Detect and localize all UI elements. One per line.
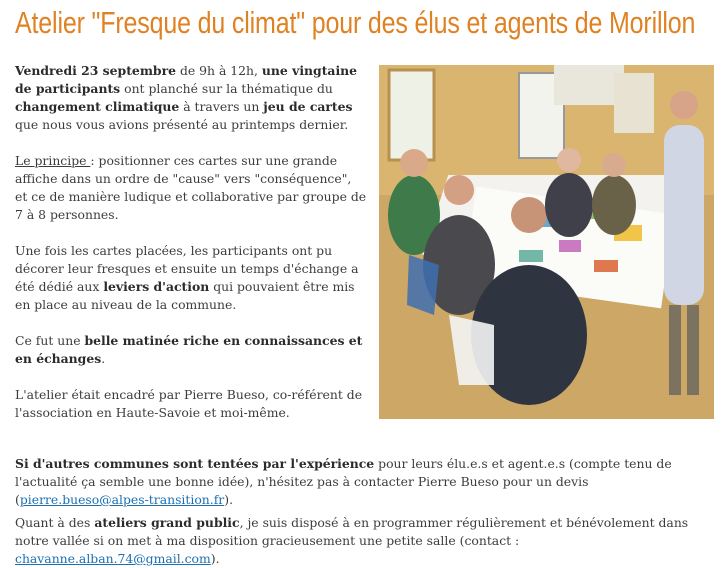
paragraph-intro: Vendredi 23 septembre de 9h à 12h, une vingtaine de participants ont planché sur la thématique du changement climatique à travers un jeu de cartes que nous vous avions présenté au printemps dernier. (15, 63, 358, 132)
workshop-photo (379, 65, 714, 419)
paragraph-principle: Le principe : positionner ces cartes sur une grande affiche dans un ordre de "cause" vers "conséquence", et ce de manière ludique et collaborative par groupe de 7 à 8 personnes. (15, 153, 367, 222)
paragraph-other-communes: Si d'autres communes sont tentées par l'expérience pour leurs élu.e.s et agent.e.s (compte tenu de l'actualité ça semble une bonne idée), n'hésitez pas à contacter Pierre Bueso pour un devis (pierre.bueso@alpes-transition.fr). (15, 456, 672, 507)
pierre-email-link[interactable]: pierre.bueso@alpes-transition.fr (19, 492, 225, 507)
article-left-column (15, 62, 367, 440)
paragraph-public-workshops: Quant à des ateliers grand public, je suis disposé à en programmer régulièrement et bénévolement dans notre vallée si on met à ma disposition gracieusement une petite salle (contact : chavanne.alban.74@gmail.com). (15, 515, 689, 566)
paragraph-levers: Une fois les cartes placées, les participants ont pu décorer leur fresques et ensuite un temps d'échange a été dédié aux leviers d'action qui pouvaient être mis en place au niveau de la commune. (15, 243, 359, 312)
alban-email-link[interactable]: chavanne.alban.74@gmail.com (15, 551, 211, 566)
paragraph-facilitators: L'atelier était encadré par Pierre Bueso, co-référent de l'association en Haute-Savoie et moi-même. (15, 387, 363, 420)
workshop-photo-illustration (379, 65, 714, 419)
paragraph-morning: Ce fut une belle matinée riche en connaissances et en échanges. (15, 333, 363, 366)
date-text: Vendredi 23 septembre (15, 63, 176, 78)
article-title: Atelier "Fresque du climat" pour des élus et agents de Morillon (15, 6, 696, 40)
